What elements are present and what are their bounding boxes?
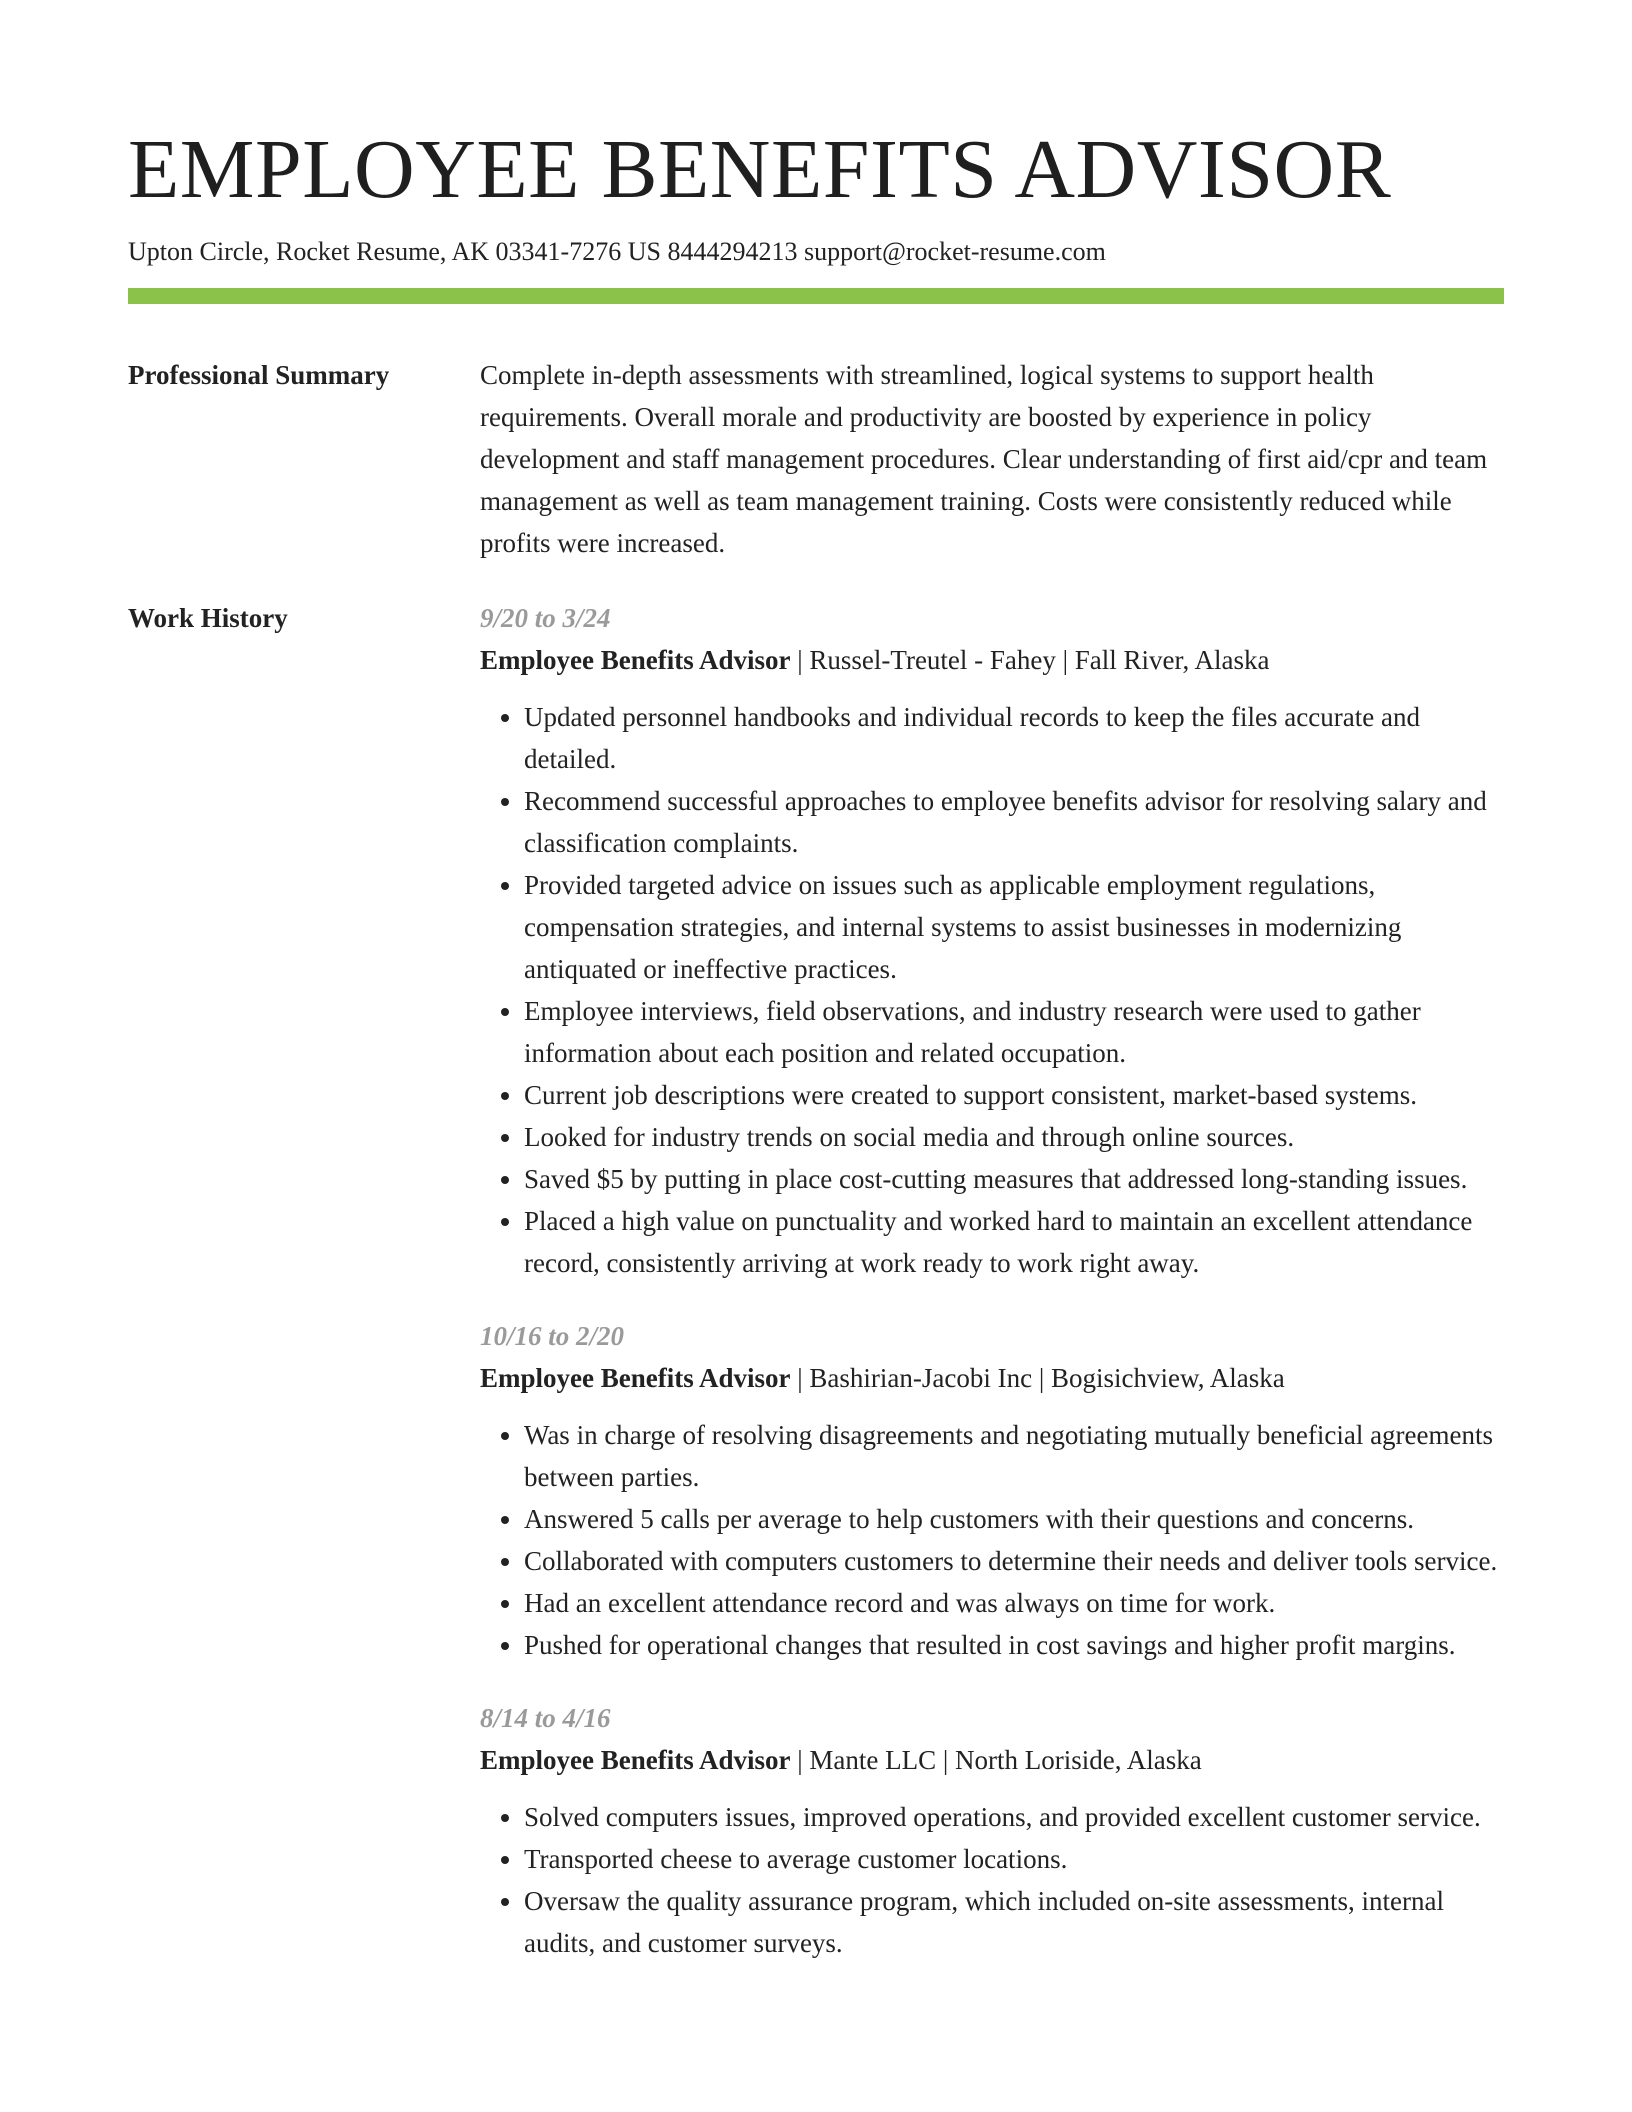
job-dates: 9/20 to 3/24 [480,603,611,633]
job-bullet: • Current job descriptions were created to support consistent, market-based systems. [524,1074,1504,1116]
resume-title: EMPLOYEE BENEFITS ADVISOR [128,123,1392,216]
job-bullet: • Pushed for operational changes that resulted in cost savings and higher profit margins. [524,1624,1504,1666]
job-details: | Russel-Treutel - Fahey | Fall River, Alaska [790,645,1270,675]
job-bullet: • Provided targeted advice on issues such as applicable employment regulations, compensation strategies, and internal systems to assist businesses in modernizing antiquated or ineffective practices. [524,864,1504,990]
header-divider [128,288,1504,304]
job-heading [480,1739,1504,1781]
job-bullet: • Recommend successful approaches to employee benefits advisor for resolving salary and classification complaints. [524,780,1504,864]
job-heading [480,639,1504,681]
work-history-list [480,597,1504,1995]
job-entry [480,1697,1504,1964]
job-bullet: • Oversaw the quality assurance program, which included on-site assessments, internal audits, and customer surveys. [524,1880,1504,1964]
job-bullet: • Collaborated with computers customers to determine their needs and deliver tools service. [524,1540,1504,1582]
job-title: Employee Benefits Advisor [480,645,791,675]
section-label-work-history: Work History [128,603,288,633]
job-entry [480,597,1504,1284]
job-entry [480,1315,1504,1666]
job-bullets [480,1796,1504,1964]
job-dates: 10/16 to 2/20 [480,1321,625,1351]
professional-summary-section [128,354,1504,564]
section-label-summary: Professional Summary [128,360,390,390]
job-bullet: • Transported cheese to average customer locations. [524,1838,1504,1880]
work-history-section [128,597,1504,1995]
job-bullet: • Looked for industry trends on social media and through online sources. [524,1116,1504,1158]
job-title: Employee Benefits Advisor [480,1363,791,1393]
job-heading [480,1357,1504,1399]
job-bullet: • Was in charge of resolving disagreements and negotiating mutually beneficial agreements between parties. [524,1414,1504,1498]
job-bullets [480,1414,1504,1666]
job-bullet: • Answered 5 calls per average to help customers with their questions and concerns. [524,1498,1504,1540]
job-details: | Bashirian-Jacobi Inc | Bogisichview, Alaska [790,1363,1285,1393]
job-bullet: • Placed a high value on punctuality and worked hard to maintain an excellent attendance record, consistently arriving at work ready to work right away. [524,1200,1504,1284]
job-bullet: • Saved $5 by putting in place cost-cutting measures that addressed long-standing issues. [524,1158,1504,1200]
job-bullet: • Had an excellent attendance record and was always on time for work. [524,1582,1504,1624]
job-dates: 8/14 to 4/16 [480,1703,611,1733]
job-bullet: • Solved computers issues, improved operations, and provided excellent customer service. [524,1796,1504,1838]
job-bullet: • Employee interviews, field observations, and industry research were used to gather information about each position and related occupation. [524,990,1504,1074]
resume-page [128,0,1504,1995]
job-bullet: • Updated personnel handbooks and individual records to keep the files accurate and detailed. [524,696,1504,780]
job-title: Employee Benefits Advisor [480,1745,791,1775]
job-details: | Mante LLC | North Loriside, Alaska [790,1745,1202,1775]
summary-text: Complete in-depth assessments with streamlined, logical systems to support health requirements. Overall morale and productivity are boosted by experience in policy development and staff management procedures. Clear understanding of first aid/cpr and team management as well as team management training. Costs were consistently reduced while profits were increased. [480,360,1488,558]
contact-line: Upton Circle, Rocket Resume, AK 03341-7276 US 8444294213 support@rocket-resume.com [128,237,1106,266]
job-bullets [480,696,1504,1284]
